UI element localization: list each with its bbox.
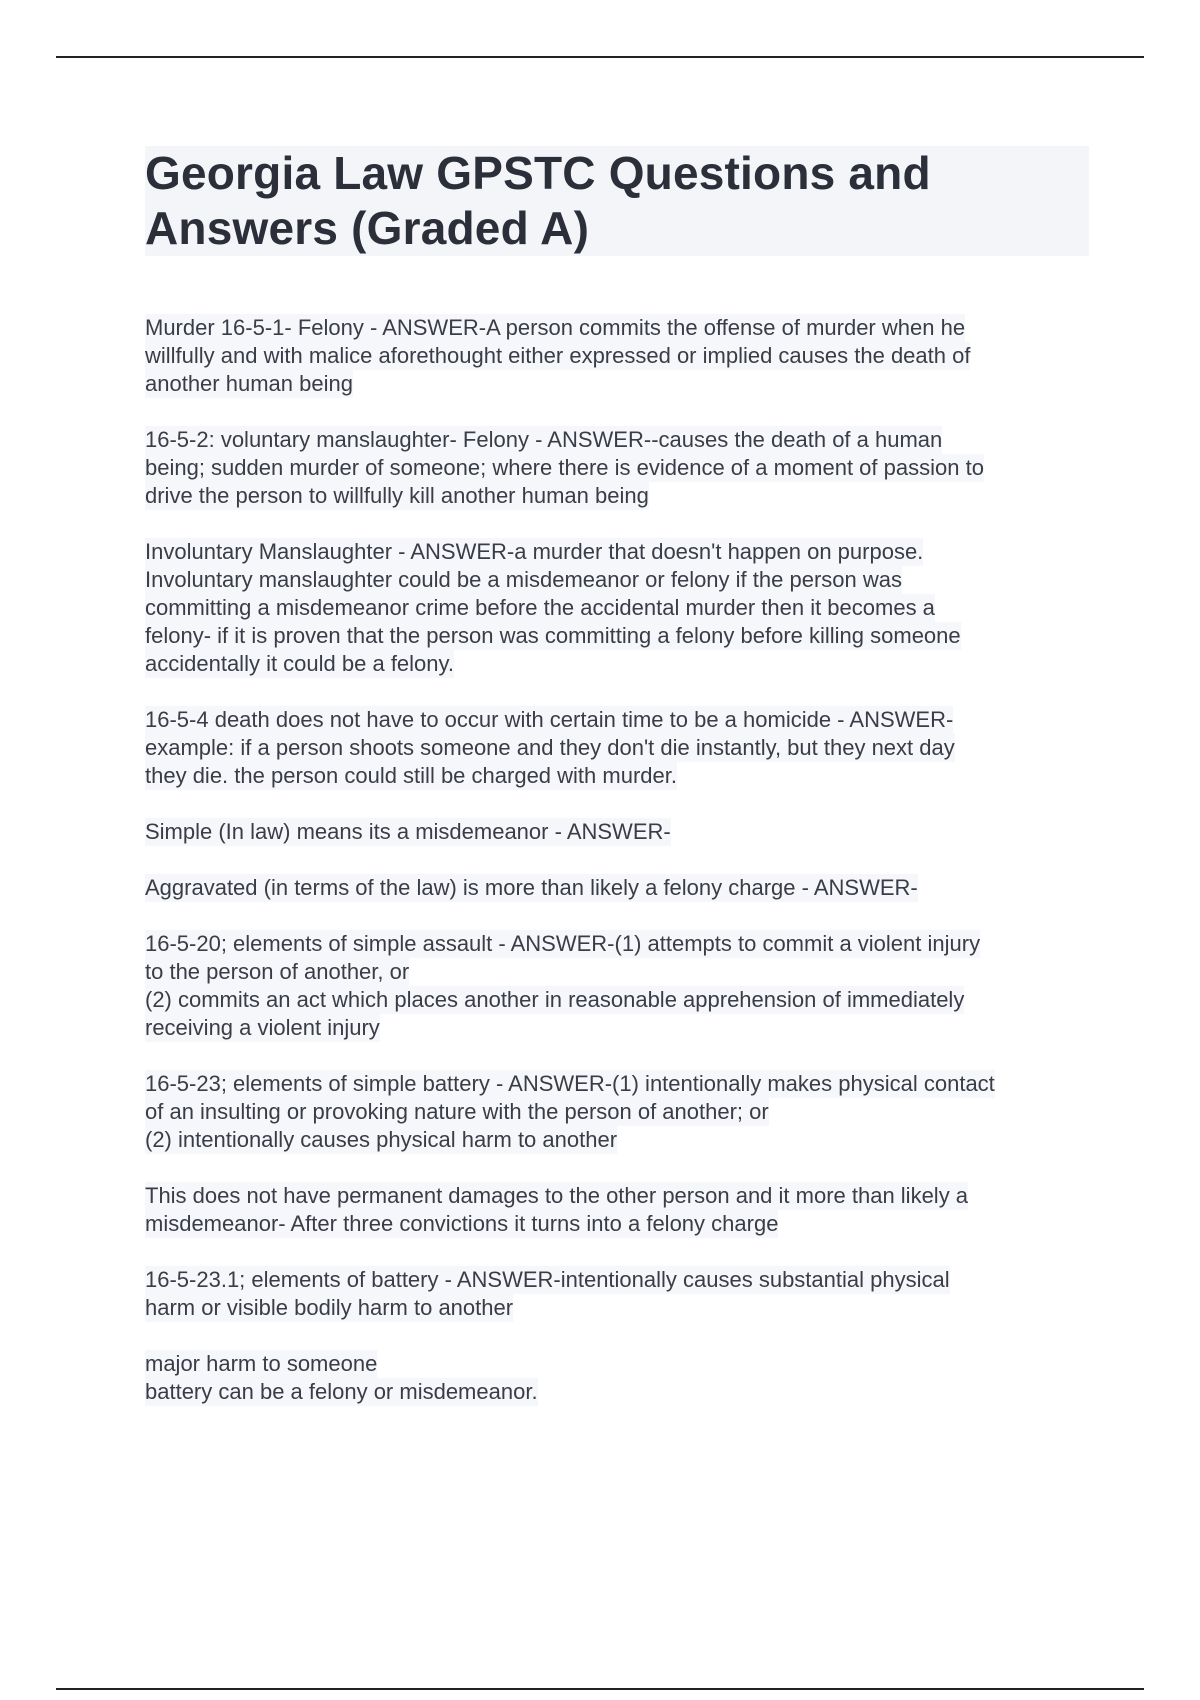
qa-entry-line: major harm to someone bbox=[145, 1351, 378, 1376]
document-body bbox=[145, 146, 1089, 1434]
qa-entry-line: battery can be a felony or misdemeanor. bbox=[145, 1379, 538, 1404]
title-line-2: Answers (Graded A) bbox=[145, 202, 590, 254]
qa-entry-line: (2) intentionally causes physical harm to another bbox=[145, 1127, 618, 1152]
qa-entry-line: receiving a violent injury bbox=[145, 1015, 380, 1040]
qa-entry-line: Murder 16-5-1- Felony - ANSWER-A person commits the offense of murder when he bbox=[145, 315, 966, 340]
qa-entry bbox=[145, 538, 1089, 678]
qa-entry-line: to the person of another, or bbox=[145, 959, 410, 984]
qa-entry bbox=[145, 706, 1089, 790]
qa-entry bbox=[145, 426, 1089, 510]
qa-entry-line: felony- if it is proven that the person was committing a felony before killing someone bbox=[145, 623, 961, 648]
qa-entry-line: being; sudden murder of someone; where there is evidence of a moment of passion to bbox=[145, 455, 984, 480]
qa-entry-line: 16-5-23; elements of simple battery - ANSWER-(1) intentionally makes physical contact bbox=[145, 1071, 995, 1096]
qa-entry bbox=[145, 1182, 1089, 1238]
qa-entry-line: Involuntary Manslaughter - ANSWER-a murder that doesn't happen on purpose. bbox=[145, 539, 924, 564]
qa-entry-line: Aggravated (in terms of the law) is more than likely a felony charge - ANSWER- bbox=[145, 875, 918, 900]
qa-entry bbox=[145, 874, 1089, 902]
qa-entry bbox=[145, 930, 1089, 1042]
qa-entry-line: 16-5-23.1; elements of battery - ANSWER-intentionally causes substantial physical bbox=[145, 1267, 950, 1292]
qa-entry-line: misdemeanor- After three convictions it turns into a felony charge bbox=[145, 1211, 779, 1236]
qa-entry bbox=[145, 314, 1089, 398]
qa-entry-line: Involuntary manslaughter could be a misdemeanor or felony if the person was bbox=[145, 567, 902, 592]
qa-entry-line: another human being bbox=[145, 371, 353, 396]
qa-entry-line: accidentally it could be a felony. bbox=[145, 651, 454, 676]
qa-entry-line: 16-5-2: voluntary manslaughter- Felony - ANSWER--causes the death of a human bbox=[145, 427, 943, 452]
qa-list bbox=[145, 314, 1089, 1406]
qa-entry-line: (2) commits an act which places another in reasonable apprehension of immediately bbox=[145, 987, 965, 1012]
qa-entry-line: they die. the person could still be charged with murder. bbox=[145, 763, 677, 788]
title-line-1: Georgia Law GPSTC Questions and bbox=[145, 147, 931, 199]
qa-entry bbox=[145, 1070, 1089, 1154]
qa-entry bbox=[145, 1266, 1089, 1322]
qa-entry-line: example: if a person shoots someone and they don't die instantly, but they next day bbox=[145, 735, 955, 760]
qa-entry-line: committing a misdemeanor crime before the accidental murder then it becomes a bbox=[145, 595, 935, 620]
qa-entry-line: harm or visible bodily harm to another bbox=[145, 1295, 514, 1320]
bottom-rule bbox=[56, 1688, 1144, 1690]
document-title bbox=[145, 146, 1089, 256]
qa-entry-line: This does not have permanent damages to the other person and it more than likely a bbox=[145, 1183, 969, 1208]
qa-entry bbox=[145, 1350, 1089, 1406]
qa-entry-line: 16-5-20; elements of simple assault - ANSWER-(1) attempts to commit a violent injury bbox=[145, 931, 981, 956]
top-rule bbox=[56, 56, 1144, 58]
qa-entry-line: willfully and with malice aforethought either expressed or implied causes the death of bbox=[145, 343, 971, 368]
qa-entry-line: of an insulting or provoking nature with the person of another; or bbox=[145, 1099, 769, 1124]
qa-entry-line: Simple (In law) means its a misdemeanor - ANSWER- bbox=[145, 819, 671, 844]
qa-entry-line: drive the person to willfully kill another human being bbox=[145, 483, 649, 508]
qa-entry-line: 16-5-4 death does not have to occur with certain time to be a homicide - ANSWER- bbox=[145, 707, 954, 732]
qa-entry bbox=[145, 818, 1089, 846]
